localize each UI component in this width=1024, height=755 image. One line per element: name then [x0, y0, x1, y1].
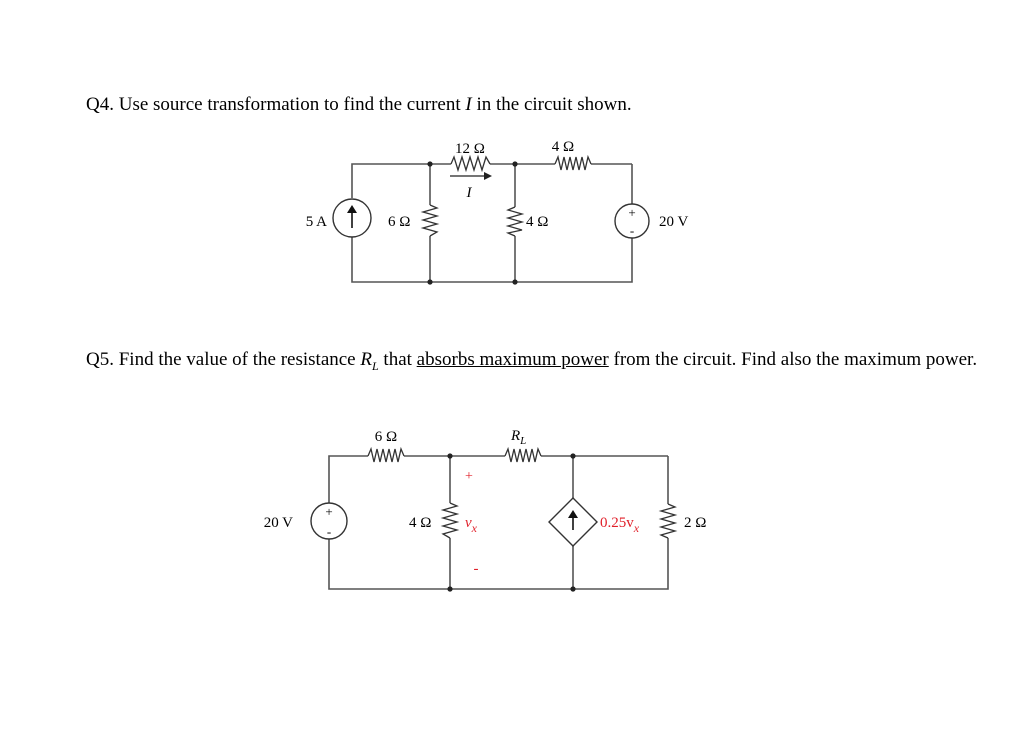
q5-node — [570, 453, 575, 458]
q5-resistor-2ohm — [661, 504, 675, 538]
q5-label-rl: $R_L$ — [511, 428, 527, 447]
q4-node — [427, 161, 432, 166]
q5-label-20v: 20 V — [263, 515, 293, 531]
q4-label-5a: 5 A — [305, 214, 327, 230]
q5-dep-source-label: $0.25v_x$ — [600, 515, 640, 535]
q5-resistor-rl — [505, 449, 541, 462]
q4-tail: in the circuit shown. — [471, 94, 632, 115]
q5-dependent-current-source — [549, 498, 597, 546]
q4-voltage-source — [615, 204, 649, 238]
q4-vs-minus: - — [629, 223, 635, 238]
q4-label-12ohm: 12 Ω — [455, 141, 485, 157]
q4-label-6ohm: 6 Ω — [388, 214, 411, 230]
q4-resistor-12ohm — [451, 157, 490, 170]
q5-vs-plus: + — [325, 504, 333, 519]
q4-node — [512, 279, 517, 284]
q4-current-arrow-icon — [450, 172, 492, 180]
q5-rl-variable: R — [360, 349, 372, 370]
q5-resistor-4ohm — [443, 503, 457, 538]
q5-rl-subscript: L — [371, 358, 379, 373]
q4-resistor-4ohm-mid — [508, 207, 522, 236]
q4-label-4ohm-top: 4 Ω — [551, 139, 575, 155]
q5-vx-plus: + — [465, 469, 473, 484]
q5-resistor-6ohm — [368, 449, 404, 462]
q5-underlined-phrase: absorbs maximum power — [416, 349, 609, 370]
q4-node — [427, 279, 432, 284]
q5-tail: from the circuit. Find also the maximum power. — [608, 349, 978, 370]
q5-label-6ohm: 6 Ω — [374, 429, 398, 445]
q5-node — [447, 586, 452, 591]
q5-label-2ohm: 2 Ω — [684, 515, 707, 531]
q4-resistor-6ohm — [423, 205, 437, 236]
q4-circuit — [306, 139, 689, 285]
q4-label-20v: 20 V — [659, 214, 689, 230]
q5-node — [447, 453, 452, 458]
q5-node — [570, 586, 575, 591]
q4-current-source — [333, 199, 371, 237]
q4-resistor-4ohm-top — [555, 157, 591, 170]
q5-label-4ohm: 4 Ω — [409, 515, 432, 531]
q5-voltage-source — [311, 503, 347, 539]
q5-lead: Q5. Find the value of the resistance — [86, 349, 361, 370]
q4-lead: Q4. Use source transformation to find the current — [86, 94, 466, 115]
q4-current-variable: I — [465, 94, 472, 115]
q4-label-current-i: I — [466, 185, 472, 201]
q5-vs-minus: - — [326, 524, 332, 539]
q4-vs-plus: + — [628, 205, 636, 220]
q5-circuit — [264, 428, 707, 592]
q4-node — [512, 161, 517, 166]
q5-vx-label: $v_x$ — [465, 515, 477, 535]
q4-label-4ohm-mid: 4 Ω — [526, 214, 549, 230]
q5-vx-minus: - — [473, 561, 479, 577]
q5-mid: that — [378, 349, 417, 370]
